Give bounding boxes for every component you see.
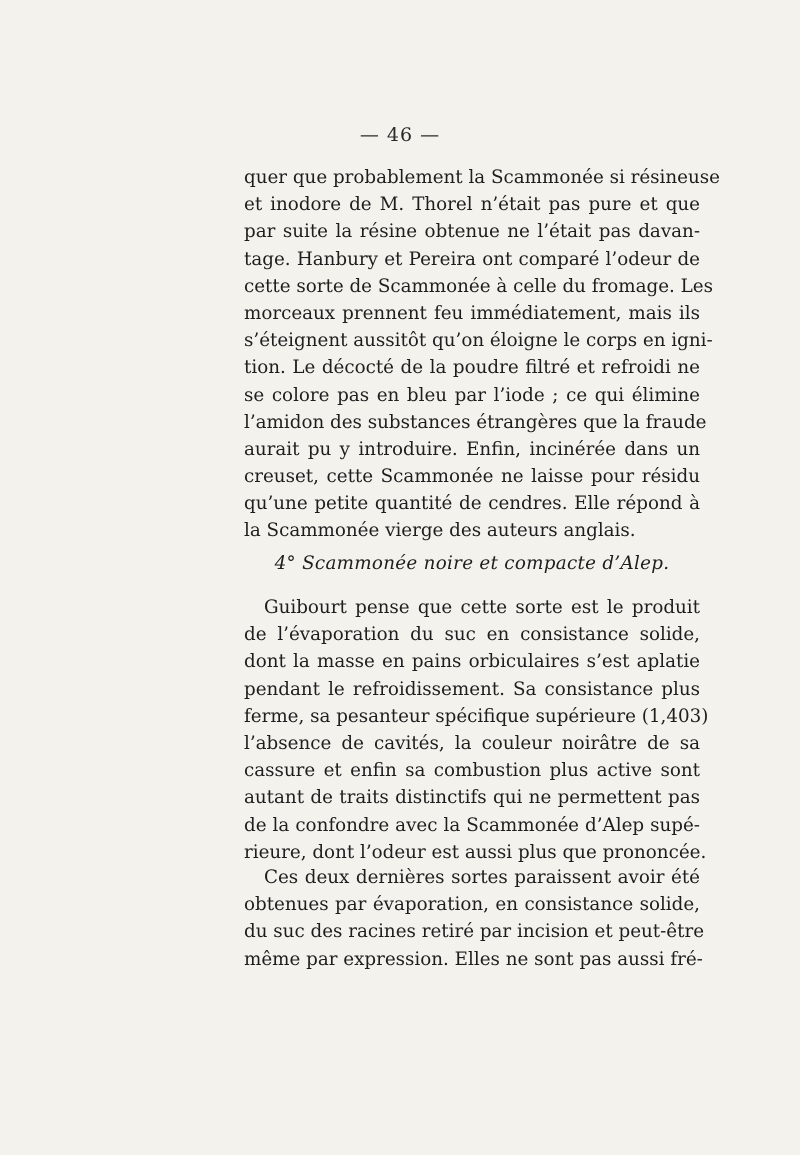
text-line: rieure, dont l’odeur est aussi plus que prononcée. [244,841,707,863]
text-line: Ces deux dernières sortes paraissent avoir été [264,867,700,888]
text-line: la Scammonée vierge des auteurs anglais. [244,520,636,542]
text-line: ferme, sa pesanteur spécifique supérieure (1,403) [244,705,709,727]
text-line: du suc des racines retiré par incision et peut-être [244,921,705,943]
text-line: par suite la résine obtenue ne l’était pas davan- [244,221,700,243]
text-line: autant de traits distinctifs qui ne permettent pas [244,787,700,809]
text-line: pendant le refroidissement. Sa consistance plus [244,678,700,700]
text-line: de la confondre avec la Scammonée d’Alep supé- [244,814,700,836]
text-line: tage. Hanbury et Pereira ont comparé l’odeur de [244,248,700,270]
text-line: quer que probablement la Scammonée si résineuse [244,167,720,188]
text-line: se colore pas en bleu par l’iode ; ce qui élimine [244,384,700,406]
paragraph-2 [244,594,709,866]
text-line: l’absence de cavités, la couleur noirâtre de sa [244,732,700,754]
text-line: tion. Le décocté de la poudre filtré et refroidi ne [244,357,700,379]
paragraph-3 [244,864,705,973]
text-line: obtenues par évaporation, en consistance solide, [244,894,700,916]
text-line: s’éteignent aussitôt qu’on éloigne le corps en igni- [244,330,713,352]
text-line: de l’évaporation du suc en consistance solide, [244,624,700,646]
text-line: et inodore de M. Thorel n’était pas pure et que [244,194,700,216]
text-line: cassure et enfin sa combustion plus active sont [244,760,700,782]
page-number: — 46 — [359,124,441,146]
text-line: même par expression. Elles ne sont pas aussi fré- [244,948,703,970]
text-line: Guibourt pense que cette sorte est le produit [264,597,700,618]
text-line: qu’une petite quantité de cendres. Elle répond à [244,493,700,515]
text-line: morceaux prennent feu immédiatement, mais ils [244,302,700,324]
text-line: cette sorte de Scammonée à celle du fromage. Les [244,275,713,297]
paragraph-1 [244,164,720,545]
section-subheading: 4° Scammonée noire et compacte d’Alep. [274,553,670,574]
text-line: dont la masse en pains orbiculaires s’est aplatie [244,651,700,673]
text-line: creuset, cette Scammonée ne laisse pour résidu [244,466,700,488]
text-line: l’amidon des substances étrangères que la fraude [244,411,707,433]
text-line: aurait pu y introduire. Enfin, incinérée dans un [244,438,700,460]
